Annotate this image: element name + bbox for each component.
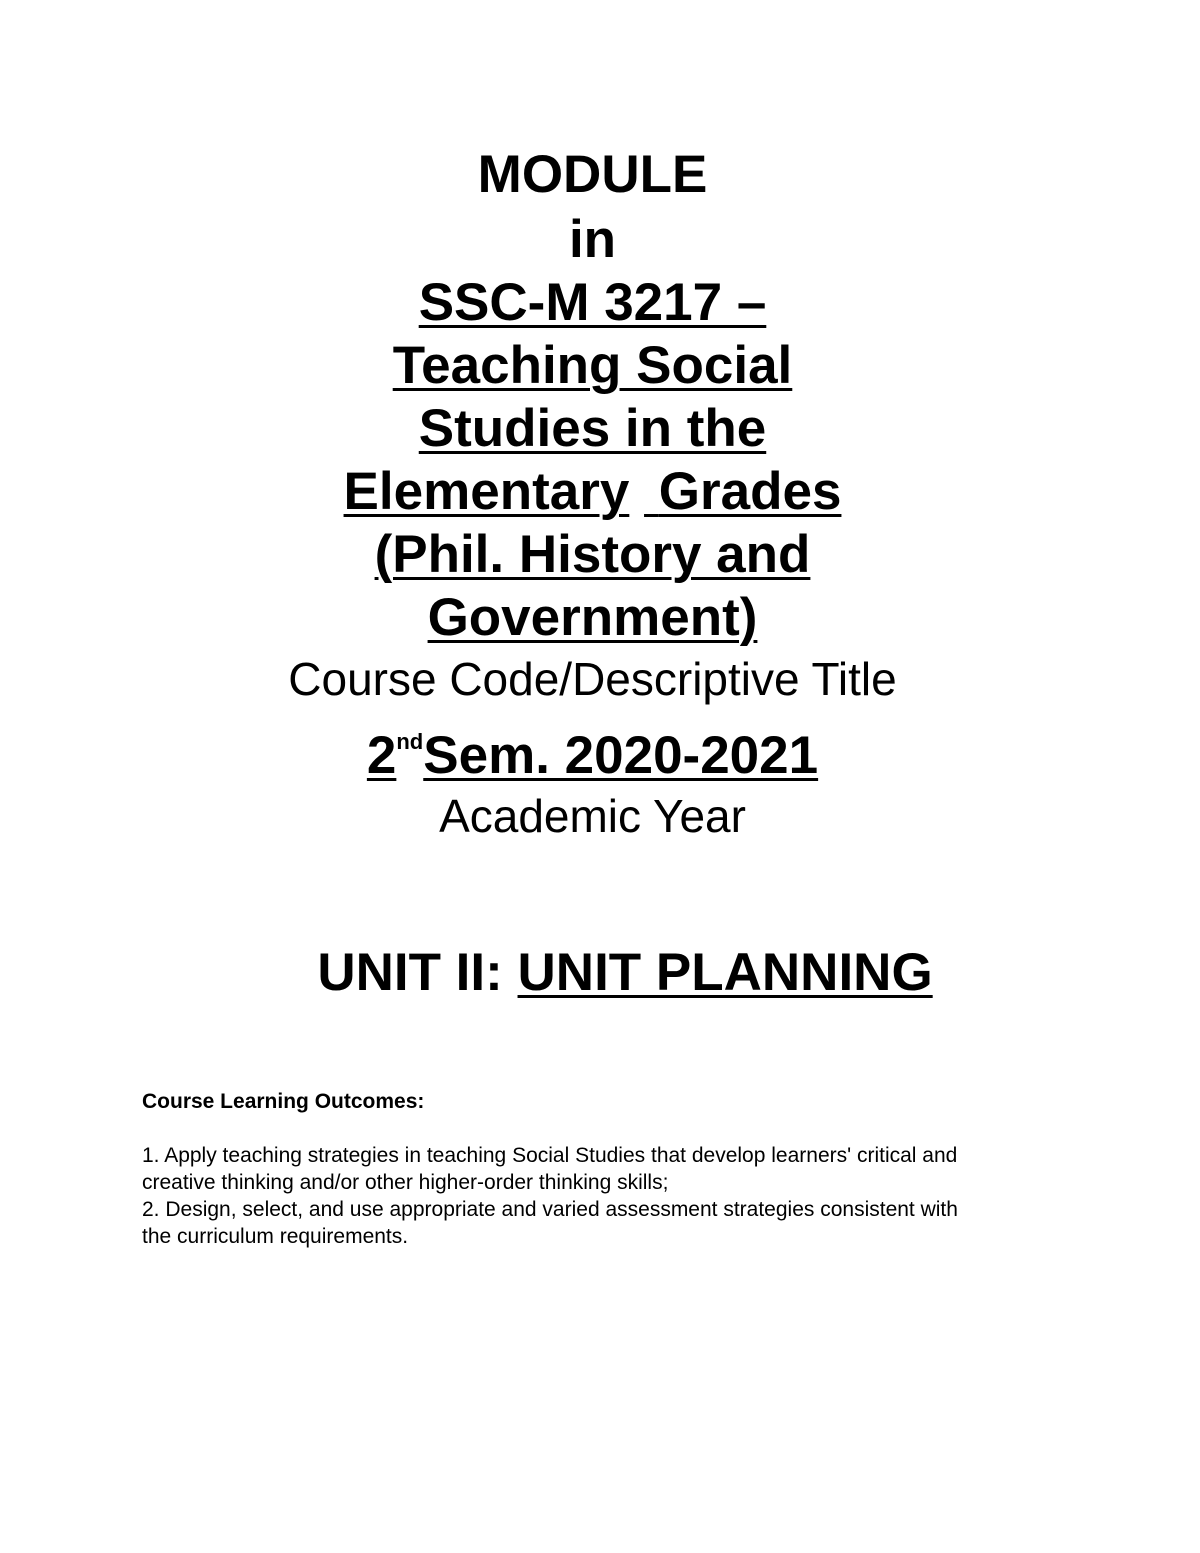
course-title-line-3	[0, 397, 1185, 460]
course-title-part: (Phil. History and	[374, 525, 811, 584]
title-block	[0, 142, 1185, 843]
course-title-part: Elementary	[343, 462, 630, 521]
course-title-part: Teaching Social	[392, 336, 793, 395]
outcomes-heading: Course Learning Outcomes:	[142, 1090, 425, 1113]
semester-suffix: nd	[396, 729, 424, 754]
course-title-line-4	[0, 460, 1185, 523]
course-title-part: Government)	[427, 588, 758, 647]
course-title-line-2	[0, 334, 1185, 397]
module-title: MODULE	[477, 145, 708, 204]
course-title-line-6	[0, 586, 1185, 649]
semester-number: 2	[366, 726, 397, 785]
unit-heading	[0, 940, 1200, 1006]
semester-line	[0, 723, 1185, 789]
course-code: SSC-M 3217 –	[418, 273, 767, 332]
course-title-line-1	[0, 271, 1185, 334]
unit-name: UNIT PLANNING	[517, 943, 933, 1002]
outcome-item-2: 2. Design, select, and use appropriate and varied assessment strategies consistent with the curriculum requirements.	[142, 1198, 958, 1248]
module-in: in	[568, 210, 617, 269]
outcome-item-1: 1. Apply teaching strategies in teaching Social Studies that develop learners' critical and creative thinking and/or other higher-order thinking skills;	[142, 1144, 958, 1194]
course-title-part: Studies in the	[418, 399, 767, 458]
course-title-line-5	[0, 523, 1185, 586]
academic-year-caption: Academic Year	[439, 790, 746, 842]
course-learning-outcomes	[142, 1088, 962, 1250]
course-title-part	[644, 462, 659, 521]
semester-text: Sem. 2020-2021	[423, 726, 819, 785]
unit-prefix: UNIT II:	[317, 943, 503, 1002]
course-title-part: Grades	[658, 462, 842, 521]
course-code-caption: Course Code/Descriptive Title	[288, 653, 897, 705]
